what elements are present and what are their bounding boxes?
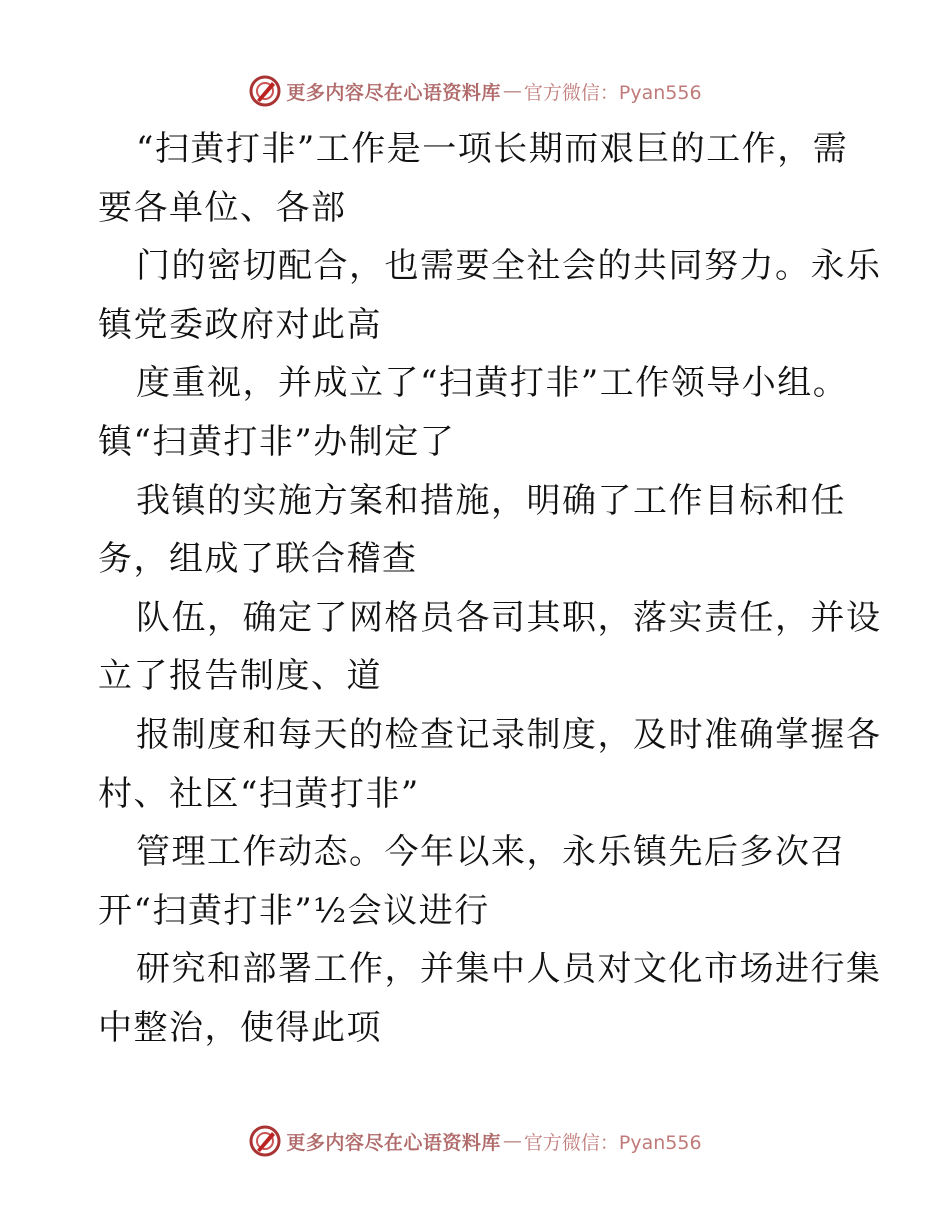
body-line: “扫黄打非”工作是一项长期而艰巨的工作，需 [136, 129, 849, 169]
body-line: 中整治，使得此项 [98, 1007, 382, 1048]
body-line: 队伍，确定了网格员各司其职，落实责任，并设 [136, 597, 882, 638]
logo-icon [248, 1124, 282, 1158]
body-line: 报制度和每天的检查记录制度，及时准确掌握各 [136, 714, 882, 755]
banner-contact: 官方微信：Pyan556 [523, 81, 702, 104]
body-line: 研究和部署工作，并集中人员对文化市场进行集 [136, 949, 882, 990]
body-line: 管理工作动态。今年以来，永乐镇先后多次召 [136, 832, 846, 873]
banner-separator: — [502, 80, 522, 102]
body-line: 门的密切配合，也需要全社会的共同努力。永乐 [136, 246, 882, 287]
footer-banner [0, 1121, 950, 1161]
header-banner [0, 71, 950, 111]
banner-separator: — [502, 1130, 522, 1152]
body-line: 度重视，并成立了“扫黄打非”工作领导小组。 [136, 363, 849, 404]
body-line: 我镇的实施方案和措施，明确了工作目标和任 [136, 480, 846, 521]
body-line: 要各单位、各部 [98, 187, 347, 228]
document-body [98, 120, 882, 1058]
body-line: 村、社区“扫黄打非” [98, 773, 420, 814]
body-line: 开“扫黄打非”½会议进行 [98, 890, 490, 931]
body-line: 立了报告制度、道 [98, 656, 382, 697]
body-line: 镇“扫黄打非”办制定了 [98, 421, 456, 462]
banner-contact: 官方微信：Pyan556 [523, 1131, 702, 1154]
banner-site-text: 更多内容尽在心语资料库 [286, 81, 501, 104]
body-line: 镇党委政府对此高 [98, 304, 382, 345]
logo-icon [248, 74, 282, 108]
body-line: 务，组成了联合稽查 [98, 539, 418, 580]
banner-site-text: 更多内容尽在心语资料库 [286, 1131, 501, 1154]
